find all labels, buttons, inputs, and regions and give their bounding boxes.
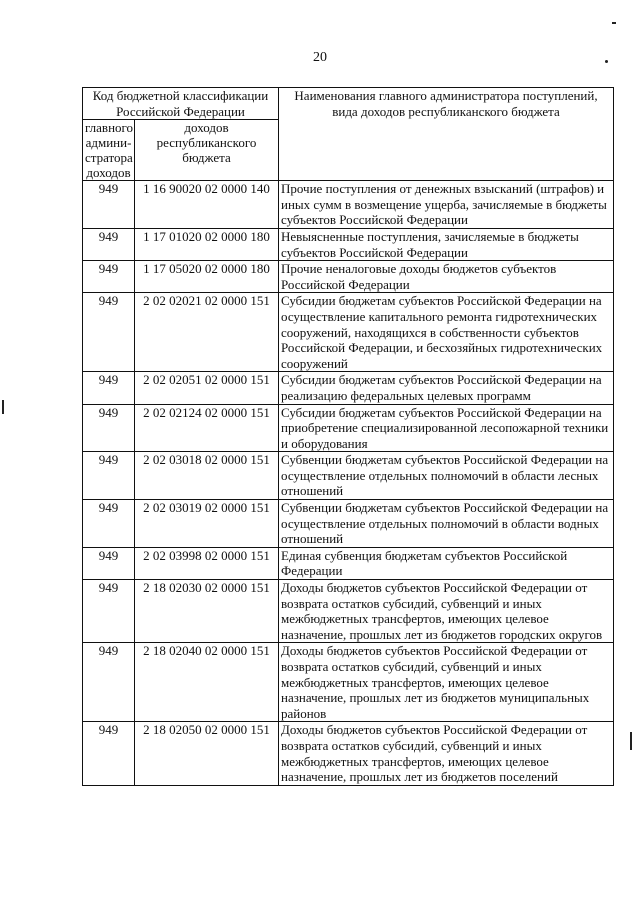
revenue-code-cell: 2 02 03998 02 0000 151 <box>135 547 279 579</box>
revenue-code-cell: 1 17 05020 02 0000 180 <box>135 261 279 293</box>
revenue-code-cell: 1 17 01020 02 0000 180 <box>135 228 279 260</box>
revenue-name-cell: Субвенции бюджетам субъектов Российской Федерации на осуществление отдельных полномочий в области водных отношений <box>279 500 614 548</box>
table-body <box>83 181 614 786</box>
admin-code-cell: 949 <box>83 261 135 293</box>
revenue-name-cell: Единая субвенция бюджетам субъектов Российской Федерации <box>279 547 614 579</box>
revenue-name-cell: Прочие неналоговые доходы бюджетов субъектов Российской Федерации <box>279 261 614 293</box>
admin-code-cell: 949 <box>83 372 135 404</box>
admin-code-cell: 949 <box>83 643 135 722</box>
revenue-code-cell: 2 02 03018 02 0000 151 <box>135 452 279 500</box>
page-number: 20 <box>313 50 327 65</box>
header-republican-revenue: доходов республиканского бюджета <box>135 120 279 181</box>
table-row <box>83 452 614 500</box>
revenue-name-cell: Субсидии бюджетам субъектов Российской Федерации на реализацию федеральных целевых программ <box>279 372 614 404</box>
header-administrator-name: Наименования главного администратора поступлений, вида доходов республиканского бюджета <box>279 88 614 181</box>
revenue-code-cell: 2 02 02051 02 0000 151 <box>135 372 279 404</box>
margin-mark <box>612 22 616 24</box>
admin-code-cell: 949 <box>83 228 135 260</box>
margin-mark <box>605 60 608 63</box>
table-row <box>83 228 614 260</box>
admin-code-cell: 949 <box>83 293 135 372</box>
table-row <box>83 722 614 785</box>
table-row <box>83 500 614 548</box>
table-row <box>83 261 614 293</box>
admin-code-cell: 949 <box>83 181 135 229</box>
margin-mark <box>630 732 632 750</box>
revenue-code-cell: 2 02 02021 02 0000 151 <box>135 293 279 372</box>
table-row <box>83 643 614 722</box>
table-header <box>83 88 614 181</box>
revenue-name-cell: Прочие поступления от денежных взысканий (штрафов) и иных сумм в возмещение ущерба, зачисляемые в бюджеты субъектов Российской Федерации <box>279 181 614 229</box>
revenue-name-cell: Субвенции бюджетам субъектов Российской Федерации на осуществление отдельных полномочий в области лесных отношений <box>279 452 614 500</box>
revenue-name-cell: Доходы бюджетов субъектов Российской Федерации от возврата остатков субсидий, субвенций и иных межбюджетных трансфертов, имеющих целевое назначение, прошлых лет из бюджетов муниципальных районов <box>279 643 614 722</box>
margin-mark <box>2 400 4 414</box>
revenue-code-cell: 2 18 02030 02 0000 151 <box>135 580 279 643</box>
admin-code-cell: 949 <box>83 547 135 579</box>
revenue-code-cell: 2 18 02050 02 0000 151 <box>135 722 279 785</box>
revenue-code-cell: 1 16 90020 02 0000 140 <box>135 181 279 229</box>
revenue-name-cell: Невыясненные поступления, зачисляемые в бюджеты субъектов Российской Федерации <box>279 228 614 260</box>
admin-code-cell: 949 <box>83 452 135 500</box>
header-main-administrator: главного админи-стратора доходов <box>83 120 135 181</box>
table-row <box>83 181 614 229</box>
budget-classification-table <box>82 87 614 786</box>
table-row <box>83 372 614 404</box>
table-row <box>83 580 614 643</box>
table-row <box>83 547 614 579</box>
admin-code-cell: 949 <box>83 404 135 452</box>
admin-code-cell: 949 <box>83 500 135 548</box>
header-budget-classification-code: Код бюджетной классификации Российской Федерации <box>83 88 279 120</box>
revenue-name-cell: Доходы бюджетов субъектов Российской Федерации от возврата остатков субсидий, субвенций и иных межбюджетных трансфертов, имеющих целевое назначение, прошлых лет из бюджетов поселений <box>279 722 614 785</box>
revenue-name-cell: Субсидии бюджетам субъектов Российской Федерации на приобретение специализированной лесопожарной техники и оборудования <box>279 404 614 452</box>
revenue-name-cell: Доходы бюджетов субъектов Российской Федерации от возврата остатков субсидий, субвенций и иных межбюджетных трансфертов, имеющих целевое назначение, прошлых лет из бюджетов городских округов <box>279 580 614 643</box>
table-row <box>83 293 614 372</box>
revenue-code-cell: 2 02 02124 02 0000 151 <box>135 404 279 452</box>
revenue-name-cell: Субсидии бюджетам субъектов Российской Федерации на осуществление капитального ремонта гидротехнических сооружений, находящихся в собственности субъектов Российской Федерации, и бесхозяйных гидротехнических сооружений <box>279 293 614 372</box>
revenue-code-cell: 2 02 03019 02 0000 151 <box>135 500 279 548</box>
table-row <box>83 404 614 452</box>
revenue-code-cell: 2 18 02040 02 0000 151 <box>135 643 279 722</box>
admin-code-cell: 949 <box>83 580 135 643</box>
admin-code-cell: 949 <box>83 722 135 785</box>
